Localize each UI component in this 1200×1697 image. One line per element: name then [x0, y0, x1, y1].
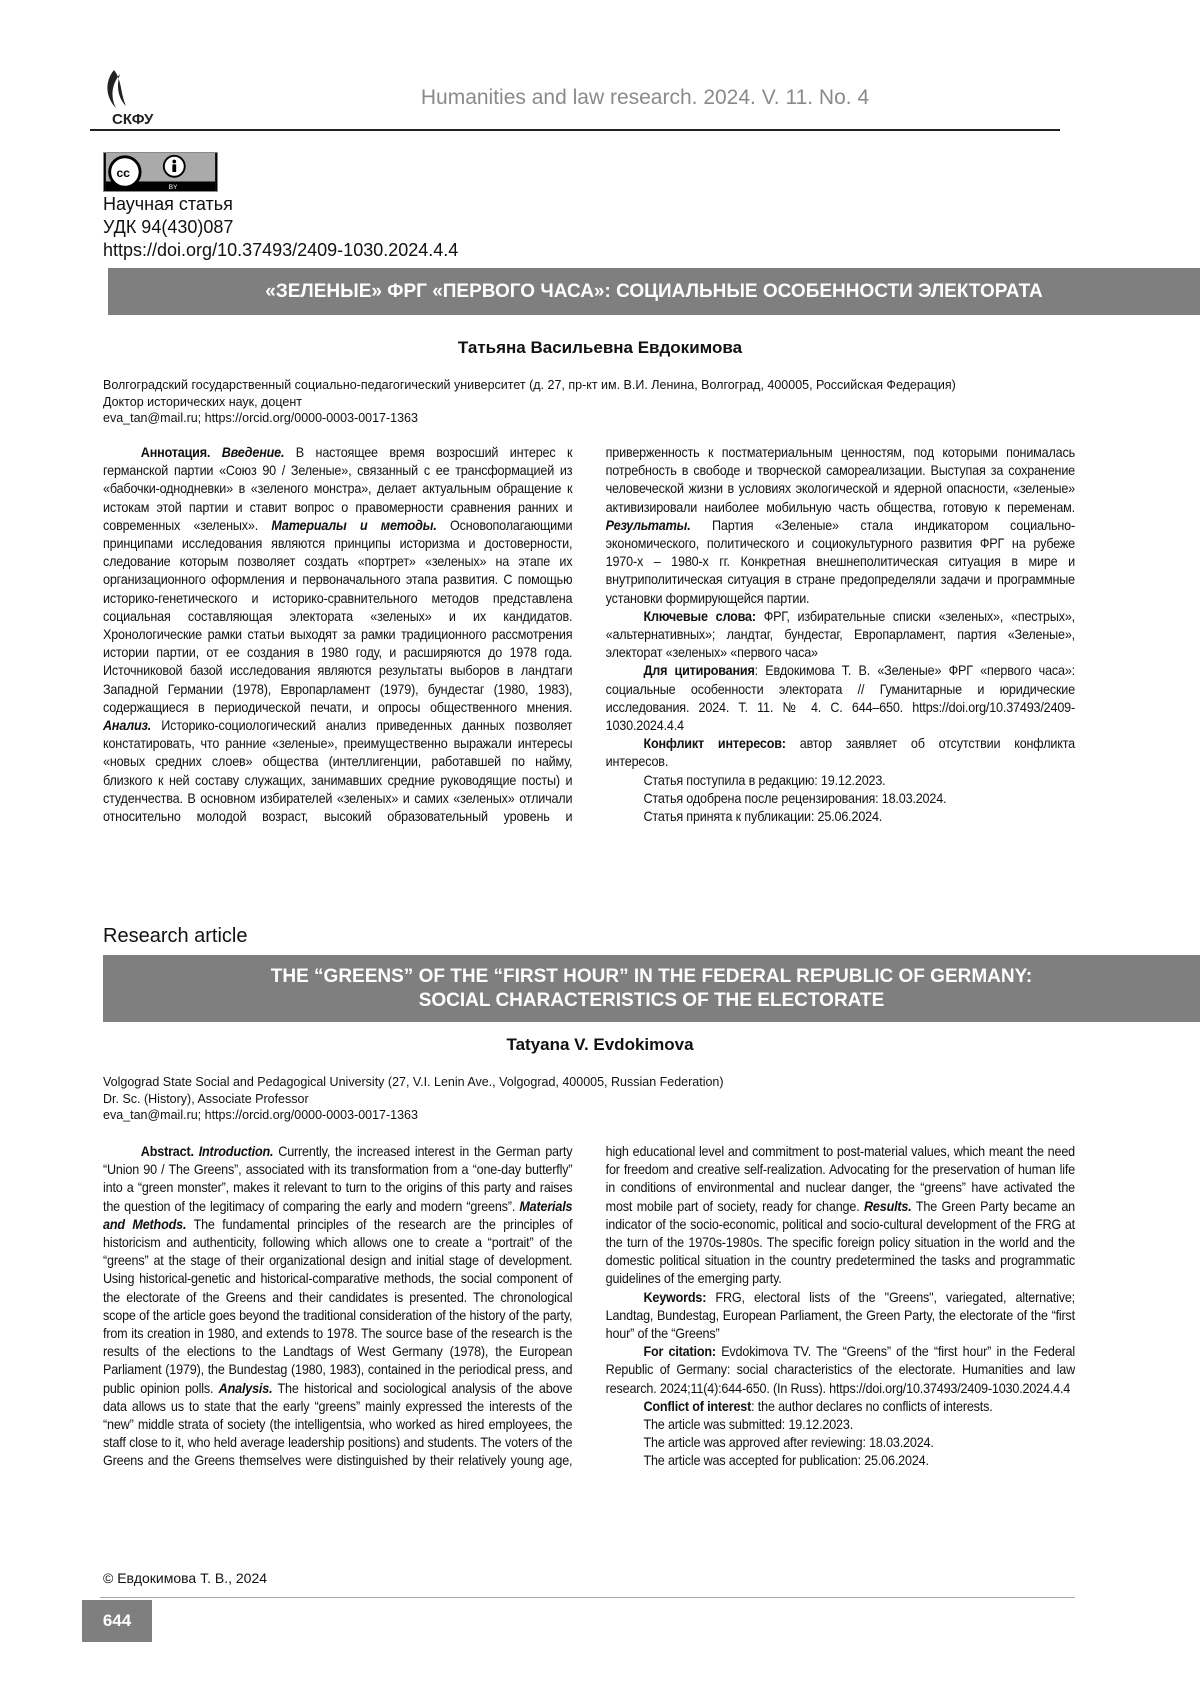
date-submitted-en: The article was submitted: 19.12.2023. [606, 1415, 1075, 1433]
date-accepted-ru: Статья принята к публикации: 25.06.2024. [606, 807, 1075, 825]
date-accepted-en: The article was accepted for publication: 25.06.2024. [606, 1451, 1075, 1469]
header-divider [90, 129, 1060, 131]
copyright: © Евдокимова Т. В., 2024 [103, 1570, 267, 1586]
author-name-ru: Татьяна Васильевна Евдокимова [0, 338, 1200, 358]
article-title-en-line2: SOCIAL CHARACTERISTICS OF THE ELECTORATE [103, 989, 1200, 1013]
citation-ru: Для цитирования: Евдокимова Т. В. «Зеленые» ФРГ «первого часа»: социальные особенности электората // Гуманитарные и юридические исследования. 2024. Т. 11. № 4. С. 644–650. https://doi.org/10.37493/2409-1030.2024.4.4 [606, 661, 1075, 734]
abstract-en-columns [103, 1142, 1075, 1470]
degree-ru: Доктор исторических наук, доцент [103, 394, 956, 411]
results-label: Результаты. [606, 517, 691, 533]
date-approved-ru: Статья одобрена после рецензирования: 18.03.2024. [606, 789, 1075, 807]
intro-label: Введение. [222, 444, 285, 460]
abstract-ru: Аннотация. Введение. В настоящее время возросший интерес к германской партии «Союз 90 / Зеленые», связанный с ее трансформацией из «бабочки-однодневки» в «зеленого монстра», делает актуальным обращение к истокам этой партии и ставит вопрос о правомерности сравнения ранних и современных «зеленых». Материалы и методы. Основополагающими принципами исследования являются принципы историзма и достоверности, следование которым позволяет создать «портрет» «зеленых» на этапе их организационного оформления и первоначального этапа развития. С помощью историко-генетического и историко-сравнительного методов представлена социальная составляющая электората «зеленых» и их кандидатов. Хронологические рамки статьи выходят за рамки традиционного рассмотрения истории партии, от ее создания в 1980 году, и расширяются до 1978 года. Источниковой базой исследования являются результаты выборов в ландтаги Западной Германии (1978), Европарламент (1979), бундестаг (1980, 1983), содержащиеся в периодической печати, и опросы общественного мнения. Анализ. Историко-социологический анализ приведенных данных позволяет констатировать, что ранние «зеленые», преимущественно выражали интересы «новых средних слоев» общества (интеллигенции, работавшей по найму, близкого к ней составу служащих, занимавших средние руководящие посты) и студенчества. В основном избирателей «зеленых» и самих «зеленых» отличали относительно молодой возраст, высокий образовательный уровень и приверженность к постматериальным ценностям, под которыми понималась потребность в свободе и творческой самореализации. Выступая за сохранение человеческой жизни в условиях экологической и ядерной опасности, «зеленые» активизировали наиболее мобильную часть общества, готовую к переменам. Результаты. Партия «Зеленые» стала индикатором социально-экономического, политического и социокультурного развития ФРГ на рубеже 1970-х – 1980-х гг. Конкретная внешнеполитическая ситуация в мире и внутриполитическая ситуация в стране предопределяли задачи и программные установки формирующейся партии. [103, 443, 1075, 825]
page-number: 644 [82, 1600, 152, 1642]
logo-text: СКФУ [112, 111, 154, 128]
cc-by-license-icon[interactable] [103, 152, 218, 192]
journal-title: Humanities and law research. 2024. V. 11. No. 4 [300, 86, 990, 110]
author-name-en: Tatyana V. Evdokimova [0, 1035, 1200, 1055]
article-type: Научная статья [103, 194, 233, 215]
citation-en: For citation: Evdokimova TV. The “Greens” of the “first hour” in the Federal Republic of Germany: social characteristics of the electorate. Humanities and law research. 2024;11(4):644-650. (In Russ). https://doi.org/10.37493/2409-1030.2024.4.4 [606, 1342, 1075, 1397]
title-banner-ru [108, 268, 1200, 315]
date-submitted-ru: Статья поступила в редакцию: 19.12.2023. [606, 771, 1075, 789]
abstract-en: Abstract. Introduction. Currently, the increased interest in the German party “Union 90 / The Greens”, associated with its transformation from a “one-day butterfly” into a “green monster”, makes it relevant to turn to the origins of this party and raises the question of the legitimacy of comparing the early and modern “greens”. Materials and Methods. The fundamental principles of the research are the principles of historicism and authenticity, following which allows one to create a “portrait” of the “greens” at the stage of their organizational design and initial stage of development. Using historical-genetic and historical-comparative methods, the social component of the electorate of the Greens and their candidates is presented. The chronological scope of the article goes beyond the traditional consideration of the history of the party, from its creation in 1980, and extends to 1978. The source base of the research is the results of the elections to the Landtags of West Germany (1978), the European Parliament (1979), the Bundestag (1980, 1983), contained in the periodical press, and public opinion polls. Analysis. The historical and sociological analysis of the above data allows us to state that the early “greens” mainly expressed the interests of the “new” middle strata of society (the intelligentsia, who worked as hired employees, the staff close to it, who held average leadership positions) and students. The voters of the Greens and the Greens themselves were distinguished by their relatively young age, high educational level and commitment to post-material values, which meant the need for freedom and creative self-realization. Advocating for the preservation of human life in conditions of environmental and nuclear danger, the “greens” have activated the most mobile part of society, ready for change. Results. The Green Party became an indicator of the socio-economic, political and socio-cultural development of the FRG at the turn of the 1970s-1980s. The specific foreign policy situation in the world and the domestic political situation in the country predetermined the tasks and programmatic guidelines of the emerging party. [103, 1142, 1075, 1470]
contacts-en: eva_tan@mail.ru; https://orcid.org/0000-0003-0017-1363 [103, 1107, 724, 1124]
affiliation-block-ru [103, 377, 956, 427]
affiliation-en: Volgograd State Social and Pedagogical University (27, V.I. Lenin Ave., Volgograd, 400005, Russian Federation) [103, 1074, 724, 1091]
article-type-en: Research article [103, 925, 248, 948]
methods-label: Материалы и методы. [271, 517, 436, 533]
conflict-ru: Конфликт интересов: автор заявляет об отсутствии конфликта интересов. [606, 734, 1075, 770]
contacts-ru: eva_tan@mail.ru; https://orcid.org/0000-0003-0017-1363 [103, 410, 956, 427]
degree-en: Dr. Sc. (History), Associate Professor [103, 1091, 724, 1108]
conflict-en: Conflict of interest: the author declares no conflicts of interests. [606, 1397, 1075, 1415]
university-logo [100, 68, 180, 128]
affiliation-ru: Волгоградский государственный социально-педагогический университет (д. 27, пр-кт им. В.И. Ленина, Волгоград, 400005, Российская Федерация) [103, 377, 956, 394]
doi-link[interactable]: https://doi.org/10.37493/2409-1030.2024.4.4 [103, 240, 458, 261]
title-banner-en [103, 955, 1200, 1022]
footer-divider [100, 1597, 1075, 1598]
date-approved-en: The article was approved after reviewing: 18.03.2024. [606, 1433, 1075, 1451]
article-title-ru: «ЗЕЛЕНЫЕ» ФРГ «ПЕРВОГО ЧАСА»: СОЦИАЛЬНЫЕ ОСОБЕННОСТИ ЭЛЕКТОРАТА [265, 281, 1042, 302]
udc-code: УДК 94(430)087 [103, 217, 233, 238]
svg-text:BY: BY [169, 184, 178, 191]
affiliation-block-en [103, 1074, 724, 1124]
abstract-label: Аннотация. [141, 444, 210, 460]
abstract-ru-columns [103, 443, 1075, 825]
keywords-en: Keywords: FRG, electoral lists of the "Greens", variegated, alternative; Landtag, Bundestag, European Parliament, the Green Party, the electorate of the “first hour” of the “Greens” [606, 1288, 1075, 1343]
analysis-label: Анализ. [103, 717, 151, 733]
svg-text:cc: cc [116, 166, 130, 180]
keywords-ru: Ключевые слова: ФРГ, избирательные списки «зеленых», «пестрых», «альтернативных»; ландтаг, бундестаг, Европарламент, партия «Зеленые», электорат «зеленых» «первого часа» [606, 607, 1075, 662]
article-title-en-line1: THE “GREENS” OF THE “FIRST HOUR” IN THE FEDERAL REPUBLIC OF GERMANY: [103, 965, 1200, 989]
